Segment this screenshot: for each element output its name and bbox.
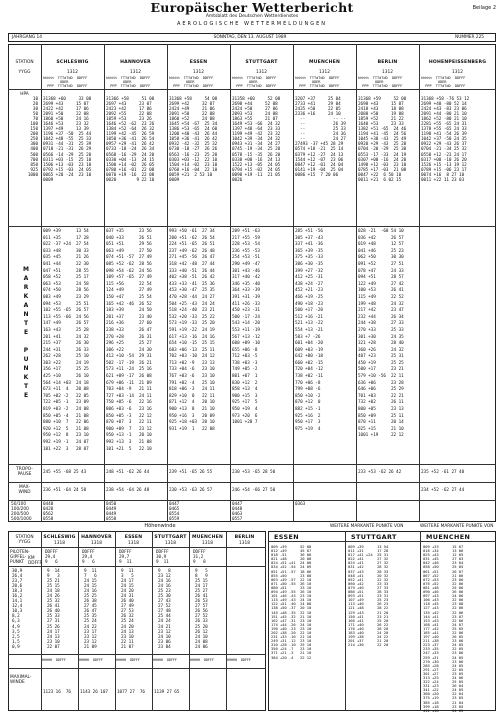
pilot-value: DDFFF 30,9 9 11 bbox=[156, 550, 169, 566]
max-head: HHHHH DDFFF bbox=[190, 658, 214, 662]
hoehenwinde-title: Höhenwinde bbox=[144, 523, 176, 529]
max-label: MAXIMAL- WINDE bbox=[10, 675, 32, 685]
hw-wind-column: 9 5 8 9 25 15 24 17 25 27 26 41 26 53 27 57 26 56 27 52 26 33 25 20 26 12 24 10 24 08 24 06 bbox=[195, 569, 208, 650]
pilot-value: DDFFF 29,4 9 6 bbox=[45, 550, 58, 566]
column-head: hhhhh TTTdTdD DDFFF ODER PPP TTTdTdD DDFFF bbox=[358, 76, 403, 89]
further-points-heading-left: WEITERE MARKANTE PUNKTE VON bbox=[330, 524, 404, 529]
hw-heights: 30,9 26,4 23,7 20,6 18,3 16,2 14,1 12,4 10,3 8,2 6,3 4,9 3,5 2,5 1,5 0,9 bbox=[12, 569, 23, 650]
pilot-value: DDFFF 29,7 9 11 bbox=[119, 550, 132, 566]
std-divider bbox=[8, 226, 496, 227]
maxwind-divider bbox=[8, 482, 496, 483]
hw-station-label: STATION YYGG bbox=[15, 535, 34, 545]
hw-wind-column: 9 11 3 5 24 17 24 15 24 20 24 31 26 40 27 49 27 53 26 32 25 24 24 20 24 13 23 10 22 11 21 07 bbox=[121, 569, 134, 650]
significant-points-column: 037 +35 23 56 040 +33 26 51 051 +51 29 56 063 +49 27 50 074 +51 -57 27 49 085 +52 -62 28 56 098 +54 -62 24 56 109 +57 -65 27 49 115 +56 22 54 124 +49 27 49 150 +47 25 54 165 +42 -46 26 52 183 +39 24 50 201 +37 23 40 216 +36 27 60 238 +33 26 47 270 +28 26 31 296 +25 25 27 306 +22 24 30 412 +10 -54 29 31 502 -17 -19 26 21 573 +11 -24 25 16 621 +09 -17 26 08 679 +06 -11 21 09 703 +04 -9 21 11 727 +03 -14 24 11 750 +05 -6 22 16 806 +03 -6 23 16 850 +05 -3 22 12 870 +07 3 22 11 900 +09 7 23 12 950 +13 -1 20 10 992 +13 3 21 08 101 +21 5 22 10 bbox=[106, 229, 152, 452]
standard-level-column: 31368 +58 -76 53 12 2699 +40 -80 52 14 2424 +43 -83 23 06 2091 +44 -80 21 10 1862 +52 -80 21 10 2281 +55 -65 24 31 1378 +55 -65 24 33 1190 +41 -54 26 39 1042 +37 -50 24 35 0922 +29 -43 26 37 0704 -21 -34 25 32 0558 +12 -23 24 17 0317 +00 -10 26 20 1526 +15 -13 19 12 0789 +15 -06 23 17 0074 +16 8 27 10 0011 +22 11 23 03 bbox=[421, 97, 470, 183]
col-divider bbox=[230, 44, 231, 522]
significant-points-column: 209 +51 -63 217 +55 -59 228 +53 -54 236 +55 -53 254 +53 -51 290 +49 -47 301 +43 -46 317 +40 -42 346 +35 -40 364 +33 -39 391 +31 -39 411 +26 -33 450 +23 -31 500 -17 -24 543 +14 -20 553 +11 -19 567 +13 -12 600 +09 -10 655 +06 -8 712 +03 -5 738 +03 -3 749 +05 -2 801 +07 1 830 +12 2 858 +13 4 900 +15 3 925 +17 5 950 +19 4 973 +20 6 1001 +20 7 bbox=[232, 229, 260, 426]
station-name: HOHENPEISSENBERG bbox=[428, 60, 487, 65]
yygg-label: YYGG bbox=[18, 70, 31, 75]
maxwind-value: 230 +53 -63 26 57 bbox=[169, 488, 213, 493]
markante-punkte-label: M A R K A N T E P U N K T E bbox=[23, 266, 29, 399]
significant-points-column: 993 +50 -61 27 34 200 +51 -62 26 54 224 +51 -65 26 51 237 +49 -62 26 48 271 +45 -56 26 47 318 +42 -48 27 44 333 +40 -51 26 44 402 +38 -51 26 42 433 +33 -41 25 36 453 +30 -47 25 35 470 +28 -44 24 27 504 +25 -43 24 24 518 +24 -40 23 21 532 +20 -33 25 22 573 +19 -33 25 20 591 +19 -22 24 19 617 +13 -16 24 16 654 +10 -15 25 15 683 +06 -13 25 11 702 +03 -10 24 12 713 +02 -9 23 13 733 +04 -6 23 10 767 +03 -6 23 10 791 +02 -4 25 10 818 +06 -3 24 11 829 +10 0 22 11 871 +12 4 20 10 900 +13 8 21 10 950 +16 3 20 09 925 +18 +03 20 10 931 +19 1 22 08 bbox=[169, 229, 215, 432]
significant-points-column: 028 -21 -68 54 10 036 +42 26 57 019 +48 12 57 041 +46 25 23 062 +50 30 30 091 +52 27 51 078 +47 24 33 094 +51 28 57 122 +49 27 42 100 +53 26 41 115 +49 22 52 199 +48 24 32 217 +42 23 47 232 +44 26 34 244 +38 27 33 270 +33 25 33 301 +30 24 35 321 +28 28 40 360 +26 24 32 407 +23 25 31 450 +19 25 25 500 +17 23 21 579 +10 -56 22 11 636 +06 23 28 646 +06 25 29 701 +03 22 21 732 +02 26 11 800 +05 23 13 850 +09 25 11 870 +11 20 14 925 +15 21 10 1001 +19 22 12 bbox=[358, 229, 404, 439]
station-id: 1312 bbox=[452, 70, 463, 75]
maxwind-value: 238 +54 -64 26 48 bbox=[106, 488, 150, 493]
pilot-value: DDFFF 29,4 9 6 bbox=[82, 550, 95, 566]
further-points-heading-right: WEITERE MARKANTE PUNKTE VON bbox=[420, 524, 494, 529]
hw-station-name: STUTTGART bbox=[154, 535, 187, 540]
maxwind-label: MAX- WIND bbox=[18, 485, 31, 495]
supplement-label: Beilage 2 bbox=[472, 5, 496, 11]
hw-station-id: 1318 bbox=[91, 541, 102, 546]
page-subtitle: Amtsblatt des Deutschen Wetterdienstes bbox=[205, 14, 299, 19]
max-head: HHHHH DDFFF bbox=[153, 658, 177, 662]
station-name: SCHLESWIG bbox=[56, 60, 89, 65]
maxwind-value: 234 +52 -62 27 44 bbox=[421, 488, 465, 493]
km-label: KM DDFFF bbox=[28, 556, 43, 566]
tropo-value: 235 +52 -61 27 40 bbox=[421, 470, 465, 475]
standard-level-column: 31368 +60 33 08 2699 +43 15 07 2422 +42 17 06 2091 +50 22 08 1860 +50 24 16 1646 +53 23 32 1397 +49 13 39 1196 +37 -50 25 44 1042 +48 -55 25 33 0931 -44 -31 25 39 0718 -21 -31 26 29 0566 -14 -29 25 20 0311 +03 -15 25 10 1506 +13 -03 23 10 0792 +15 -03 24 05 0065 +20 -24 23 10 0009 bbox=[43, 97, 92, 183]
station-id: 1312 bbox=[130, 70, 141, 75]
volume-label: JAHRGANG 14 bbox=[12, 35, 42, 40]
pilot-value: DDFFF 31,2 9 8 bbox=[193, 550, 206, 566]
station-name: STUTTGART bbox=[245, 60, 278, 65]
tropo-value: 239 +51 -65 26 55 bbox=[169, 470, 213, 475]
column-head: hhhhh TTTdTdD DDFFF ODER PPP TTTdTdD DDFFF bbox=[169, 76, 214, 89]
hw-station-id: 1318 bbox=[128, 541, 139, 546]
fp-col bbox=[345, 531, 346, 711]
fp-divider bbox=[268, 541, 496, 542]
pressure-levels: 10 20 30 50 70 100 150 200 250 300 400 500 700 850 925 1000 bbox=[27, 97, 38, 178]
hw-station-id: 1318 bbox=[165, 541, 176, 546]
hw-station-name: BERLIN bbox=[234, 535, 255, 540]
column-head: hhhhh TTTdTdD DDFFF ODER PPP TTTdTdD DDFFF bbox=[232, 76, 277, 89]
issue-label: NUMMER 225 bbox=[455, 35, 485, 40]
significant-points-column: 009 +39 13 54 011 +35 17 28 022 -37 +24 27 54 033 +48 30 33 035 +45 21 26 041 +44 22 30 047 +51 28 55 058 +52 25 17 063 +53 24 58 074 +50 28 56 083 +49 23 29 094 +53 25 51 102 +55 -65 26 57 113 +55 -66 24 56 147 +49 26 57 163 +43 25 28 201 +41 24 32 215 +37 26 30 244 +31 26 33 262 +28 25 10 303 +22 24 19 356 +17 25 25 425 +10 26 10 564 +14 +03 24 18 673 +11 4 20 08 705 +02 -2 22 05 722 +05 -1 23 09 819 +03 -2 24 08 850 +05 -4 21 08 880 +10 7 22 06 920 +12 5 21 08 950 +12 8 23 10 992 +19 -1 24 07 101 +22 3 28 07 bbox=[43, 229, 89, 452]
hw-divider bbox=[8, 654, 266, 655]
station-name: BERLIN bbox=[377, 60, 398, 65]
col-divider bbox=[104, 44, 105, 522]
tropo-value: 245 +55 -68 25 43 bbox=[43, 470, 87, 475]
column-head: hhhhh TTTdTdD DDFFF ODER PPP TTTdTdD DDFFF bbox=[295, 76, 340, 89]
col-divider bbox=[293, 44, 294, 522]
layer-thickness: 0448 0420 0562 0558 bbox=[43, 502, 54, 523]
hw-col bbox=[115, 531, 116, 711]
hw-col bbox=[226, 531, 227, 711]
hw-wind-column: 9 14 9 3 25 21 25 15 24 18 24 26 25 32 26 41 26 40 25 33 27 31 25 26 24 17 24 13 23 10 22 07 bbox=[47, 569, 60, 650]
station-id: 1312 bbox=[256, 70, 267, 75]
station-label: STATION bbox=[15, 60, 34, 65]
hw-col bbox=[152, 531, 153, 711]
col-divider bbox=[419, 44, 420, 522]
significant-points-column: 285 +51 -56 305 +37 -43 337 +41 -36 365 +39 -35 375 +35 -33 386 +30 -35 399 +27 -32 412 +25 -31 438 +24 -27 452 +21 -23 466 +19 -25 490 +18 -23 500 +17 -20 512 +16 -21 521 +13 -22 554 +13 -21 583 +7 -26 601 +04 -20 609 +03 -19 642 +00 -18 660 +02 -15 720 +04 -12 738 +02 -11 770 +06 -8 799 +08 -6 850 +10 -2 870 +12 0 882 +15 -1 925 +16 2 950 +17 3 975 +19 4 bbox=[295, 229, 323, 432]
standard-level-column: 31366 +58 51 08 2697 +43 23 07 2423 +42 17 06 2092 +55 22 08 1859 +53 23 26 1646 +52 -62 23 26 1384 +52 -64 26 32 1199 +42 -45 26 59 1050 +36 -41 26 54 0957 +29 -41 26 42 0733 -18 -24 26 34 0568 -16 -29 24 20 0330 +04 -13 24 15 1500 +14 -02 26 05 0780 +16 -01 22 08 0070 +19 -16 22 08 0020 9 22 10 bbox=[106, 97, 155, 183]
hw-col bbox=[78, 531, 79, 711]
tropo-value: 233 +53 -62 26 42 bbox=[358, 470, 402, 475]
hw-divider bbox=[8, 668, 266, 669]
layer-thickness: 0447 0448 0463 0557 bbox=[232, 502, 243, 523]
fp-col bbox=[420, 531, 421, 711]
standard-level-column: 31368 +58 54 08 2699 +42 32 07 2424 +49 21 06 2091 +50 22 08 1860 +52 24 08 1645 +54 -67 25 34 1386 +53 -65 24 60 1200 +40 -43 26 44 1050 +36 -41 26 42 0932 -42 -32 25 32 0730 -18 -27 26 26 0563 -16 -23 25 20 0303 +03 -12 22 10 1504 +14 -02 23 10 0760 +16 -04 22 10 0059 +21 2 53 10 0009 bbox=[169, 97, 218, 183]
standard-level-column: 31358 +60 52 08 2698 +44 52 08 2424 +50 27 06 2093 +53 24 08 1863 +55 21 07 1649 +53 -66 24 32 1397 +48 -64 23 33 1199 +49 -42 23 32 1042 +39 -34 24 32 0943 +31 -34 24 27 0745 -19 -34 25 20 0578 -15 -35 26 20 0338 +00 -16 24 13 1522 +13 -05 24 05 0794 +15 -02 24 05 0090 +19 -11 21 05 0026 bbox=[232, 97, 281, 183]
max-value: 1143 26 107 bbox=[80, 690, 108, 695]
page-header bbox=[0, 0, 504, 32]
standard-level-column: 31368 +59 52 08 2698 +43 15 07 2418 +43 18 08 2088 +50 19 08 1859 +52 21 22 1640 +53 23 33 1382 +51 -65 24 46 1194 +41 -45 24 56 1045 +38 -43 25 49 0920 +29 -43 25 28 0704 -20 -29 25 30 0553 -17 -33 24 19 0307 +00 -16 24 20 1498 +12 -03 23 10 0785 +17 -03 21 08 0047 +22 6 50 10 0011 +21 6 02 15 bbox=[358, 97, 407, 183]
station-name: ESSEN bbox=[189, 60, 208, 65]
hw-station-name: ESSEN bbox=[124, 535, 143, 540]
tropo-divider bbox=[8, 464, 496, 465]
max-head: HHHHH DDFFF bbox=[79, 658, 103, 662]
col-divider bbox=[167, 44, 168, 522]
tropo-value: 230 +53 -65 28 50 bbox=[232, 470, 276, 475]
max-value: 1123 16 76 bbox=[43, 690, 71, 695]
further-points-column: 009 +39 52 08 012 +49 45 07 018 -51 36 06 021 +48 20 08 024 +51 +41 24 08 034 +52 -54 24 09 051 +51 -57 18 06 055 +50 23 08 063 +49 -57 22 10 071 +50 -55 26 10 080 +51 23 10 094 +49 -55 26 10 101 +46 -43 23 10 115 +49 -43 24 10 122 +51 -40 24 08 138 +50 -37 20 10 145 +48 -35 22 10 151 +45 -32 21 10 162 +47 -31 23 10 174 +44 -26 24 10 190 +40 -23 23 10 202 +38 -20 22 10 231 +33 -16 21 10 249 +31 -12 23 10 310 +28 -10 25 10 350 +24 -7 23 10 371 +21 -3 21 10 384 +20 -4 22 12 bbox=[271, 544, 312, 660]
further-points-column: 009 +33 15 07 016 +34 13 06 025 +43 12 05 031 +45 27 03 042 +46 23 04 058 +50 25 05 061 +51 26 07 067 +52 21 06 072 +53 23 06 076 +52 22 06 081 +48 25 06 090 +46 26 06 097 +43 24 06 106 +43 22 06 118 +45 23 08 127 +43 22 06 135 +42 22 06 144 +41 23 07 153 +43 22 06 168 +41 24 07 177 +42 25 05 185 +41 22 06 197 +40 26 05 211 +38 23 06 223 +37 24 05 233 +35 22 05 247 +33 23 06 259 +31 24 05 270 +30 23 06 285 +28 24 05 291 +27 22 05 301 +27 23 05 313 +25 24 06 322 +24 25 05 331 +23 26 04 341 +22 24 05 360 +20 22 04 375 +19 23 05 385 +18 21 04 399 +18 23 05 412 +16 24 05 bbox=[423, 544, 464, 713]
layer-thickness: 0450 0449 0449 0558 bbox=[106, 502, 117, 523]
further-points-station: STUTTGART bbox=[351, 533, 397, 541]
hw-divider bbox=[8, 566, 266, 567]
max-value: 1077 27 76 bbox=[117, 690, 145, 695]
page-title: Europäischer Wetterbericht bbox=[150, 0, 354, 15]
max-head: HHHHH DDFFF bbox=[227, 658, 251, 662]
standard-level-column: 3207 +37 25 04 2733 +41 29 04 2435 +50 22 05 2336 +16 24 10 -- -- -- -- 26 39 -- 25 33 -- 24 36 -- 24 27 27493 -37 +45 28 29 0574 +18 -21 25 14 0379 +12 -27 24 13 1544 +12 -07 23 06 0847 +12 -01 24 04 0141 +19 -04 25 04 0086 +15 7 20 06 bbox=[295, 97, 346, 178]
further-points-station: MUENCHEN bbox=[426, 533, 471, 541]
maxwind-value: 246 +54 -66 27 50 bbox=[232, 488, 276, 493]
station-id: 1312 bbox=[193, 70, 204, 75]
hw-wind-column: 9 8 23 12 24 16 24 16 25 23 25 30 27 43 27 52 27 48 25 44 24 24 24 21 23 12 24 10 23 06 23 04 bbox=[158, 569, 171, 650]
station-id: 1312 bbox=[382, 70, 393, 75]
hw-station-name: HANNOVER bbox=[81, 535, 112, 540]
pilot-label: PILOTEN- GIPFEL- PUNKT bbox=[10, 550, 30, 565]
column-head: hhhhh TTTdTdD DDFFF ODER PPP TTTdTdD DDFFF bbox=[106, 76, 151, 89]
max-head: HHHHH DDFFF bbox=[42, 658, 66, 662]
hpa-label: HPA bbox=[20, 92, 29, 97]
hw-wind-column: 9 11 7 6 24 15 24 15 24 16 25 25 26 38 27 45 26 47 25 35 25 24 24 22 23 17 23 12 23 12 21 09 bbox=[84, 569, 97, 650]
column-head: hhhhh TTTdTdD DDFFF ODER PPP TTTdTdD DDFFF bbox=[421, 76, 466, 89]
hw-station-name: MUENCHEN bbox=[191, 535, 224, 540]
max-value: 1139 27 65 bbox=[154, 690, 180, 695]
column-head: hhhhh TTTdTdD DDFFF ODER PPP TTTdTdD DDFFF bbox=[43, 76, 88, 89]
hw-station-id: 1318 bbox=[202, 541, 213, 546]
hw-station-id: 1318 bbox=[54, 541, 65, 546]
hw-station-name: SCHLESWIG bbox=[43, 535, 76, 540]
further-points-column: 009 +39 13 54 011 +31 17 28 017 +41 +24 25 31 022 +41 27 32 024 +41 27 32 031 +42 28 32 037 +43 28 33 048 +41 20 32 052 +41 22 32 060 +42 23 33 079 +46 27 33 086 +51 28 33 093 +51 23 31 107 +49 25 23 113 +46 26 23 121 +48 28 22 129 +43 21 20 150 +41 23 21 166 +41 25 20 171 +40 26 22 176 +40 28 20 183 +40 24 20 199 +38 24 22 201 +37 21 20 214 +36 22 20 bbox=[348, 544, 389, 648]
max-head: HHHHH DDFFF bbox=[116, 658, 140, 662]
col-divider bbox=[356, 44, 357, 522]
hw-col bbox=[189, 531, 190, 711]
hw-divider bbox=[8, 547, 266, 548]
hw-station-id: 1318 bbox=[239, 541, 250, 546]
tropo-value: 248 +51 -62 26 44 bbox=[106, 470, 150, 475]
station-name: HANNOVER bbox=[120, 60, 151, 65]
layers-label: 50/100 100/200 200/500 500/1000 bbox=[11, 502, 32, 522]
station-divider bbox=[8, 89, 496, 90]
station-name: MUENCHEN bbox=[308, 60, 341, 65]
layer-thickness: 0447 0465 0554 0559 bbox=[169, 502, 180, 523]
station-id: 1312 bbox=[319, 70, 330, 75]
maxwind-value: 236 +51 -64 24 50 bbox=[43, 488, 87, 493]
tropo-label: TROPO- PAUSE bbox=[16, 467, 33, 477]
date-label: SONNTAG, DEN 13. AUGUST 1989 bbox=[213, 35, 287, 40]
station-id: 1312 bbox=[67, 70, 78, 75]
further-points-station: ESSEN bbox=[274, 533, 299, 541]
col-divider bbox=[41, 44, 42, 522]
layers-divider bbox=[8, 500, 496, 501]
layer-thickness: 0363 bbox=[295, 502, 306, 507]
section-title: AEROLOGISCHE WETTERMELDUNGEN bbox=[176, 21, 328, 27]
